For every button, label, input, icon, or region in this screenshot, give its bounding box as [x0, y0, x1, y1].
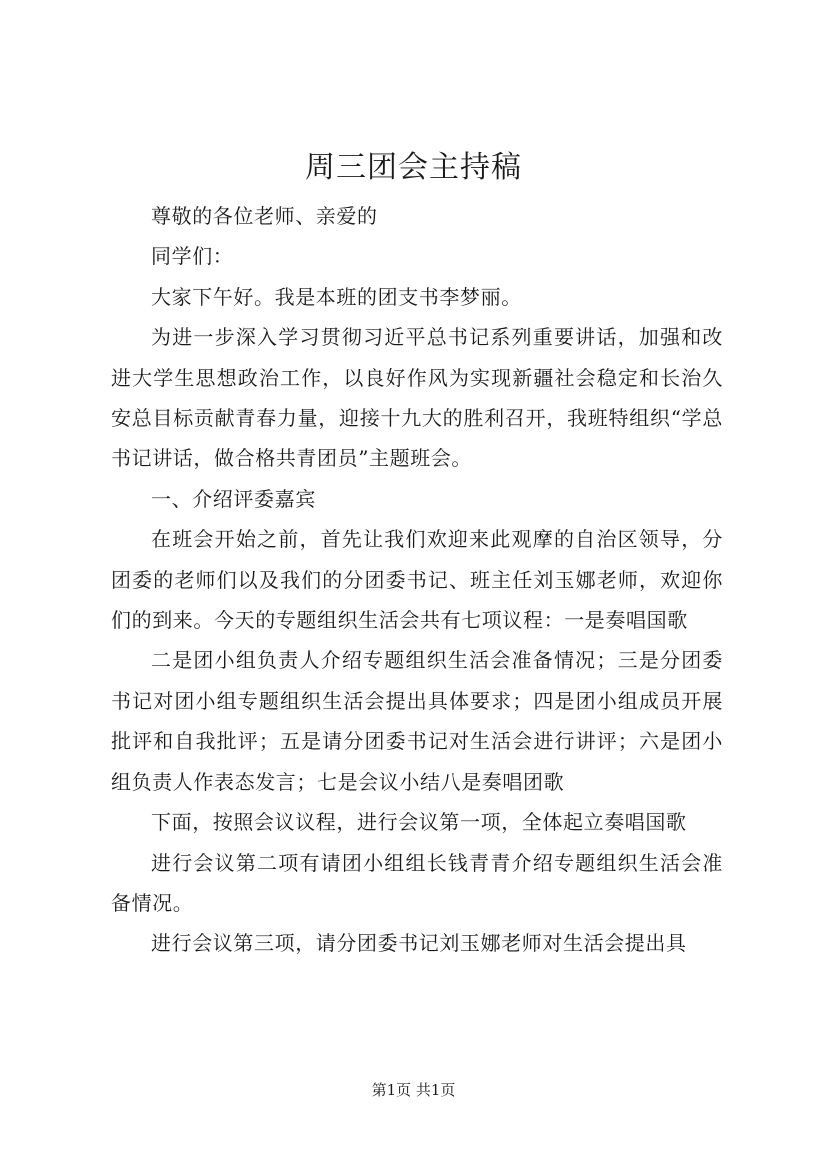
section-heading-1: 一、介绍评委嘉宾: [151, 486, 316, 511]
paragraph-greeting-2: 同学们：: [151, 244, 234, 269]
paragraph-welcome: 在班会开始之前，首先让我们欢迎来此观摩的自治区领导，分团委的老师们以及我们的分团委书记、班主任刘玉娜老师，欢迎你们的到来。今天的专题组织生活会共有七项议程：一是奏唱国歌: [111, 527, 723, 633]
paragraph-intro: 大家下午好。我是本班的团支书李梦丽。: [151, 284, 522, 309]
document-title: 周三团会主持稿: [305, 150, 522, 185]
document-body: [111, 196, 723, 964]
paragraph-item-1: 下面，按照会议议程，进行会议第一项，全体起立奏唱国歌: [151, 810, 687, 835]
paragraph-item-3: 进行会议第三项，请分团委书记刘玉娜老师对生活会提出具: [151, 931, 687, 956]
paragraph-agenda: 二是团小组负责人介绍专题组织生活会准备情况；三是分团委书记对团小组专题组织生活会提出具体要求；四是团小组成员开展批评和自我批评；五是请分团委书记对生活会进行讲评；六是团小组负责人作表态发言；七是会议小结八是奏唱团歌: [111, 648, 723, 794]
page-footer: 第1页 共1页: [371, 1081, 456, 1099]
paragraph-item-2: 进行会议第二项有请团小组组长钱青青介绍专题组织生活会准备情况。: [111, 850, 723, 915]
paragraph-greeting-1: 尊敬的各位老师、亲爱的: [151, 204, 378, 228]
paragraph-purpose: 为进一步深入学习贯彻习近平总书记系列重要讲话，加强和改进大学生思想政治工作，以良好作风为实现新疆社会稳定和长治久安总目标贡献青春力量，迎接十九大的胜利召开，我班特组织“学总书记讲话，做合格共青团员”主题班会。: [111, 325, 723, 471]
